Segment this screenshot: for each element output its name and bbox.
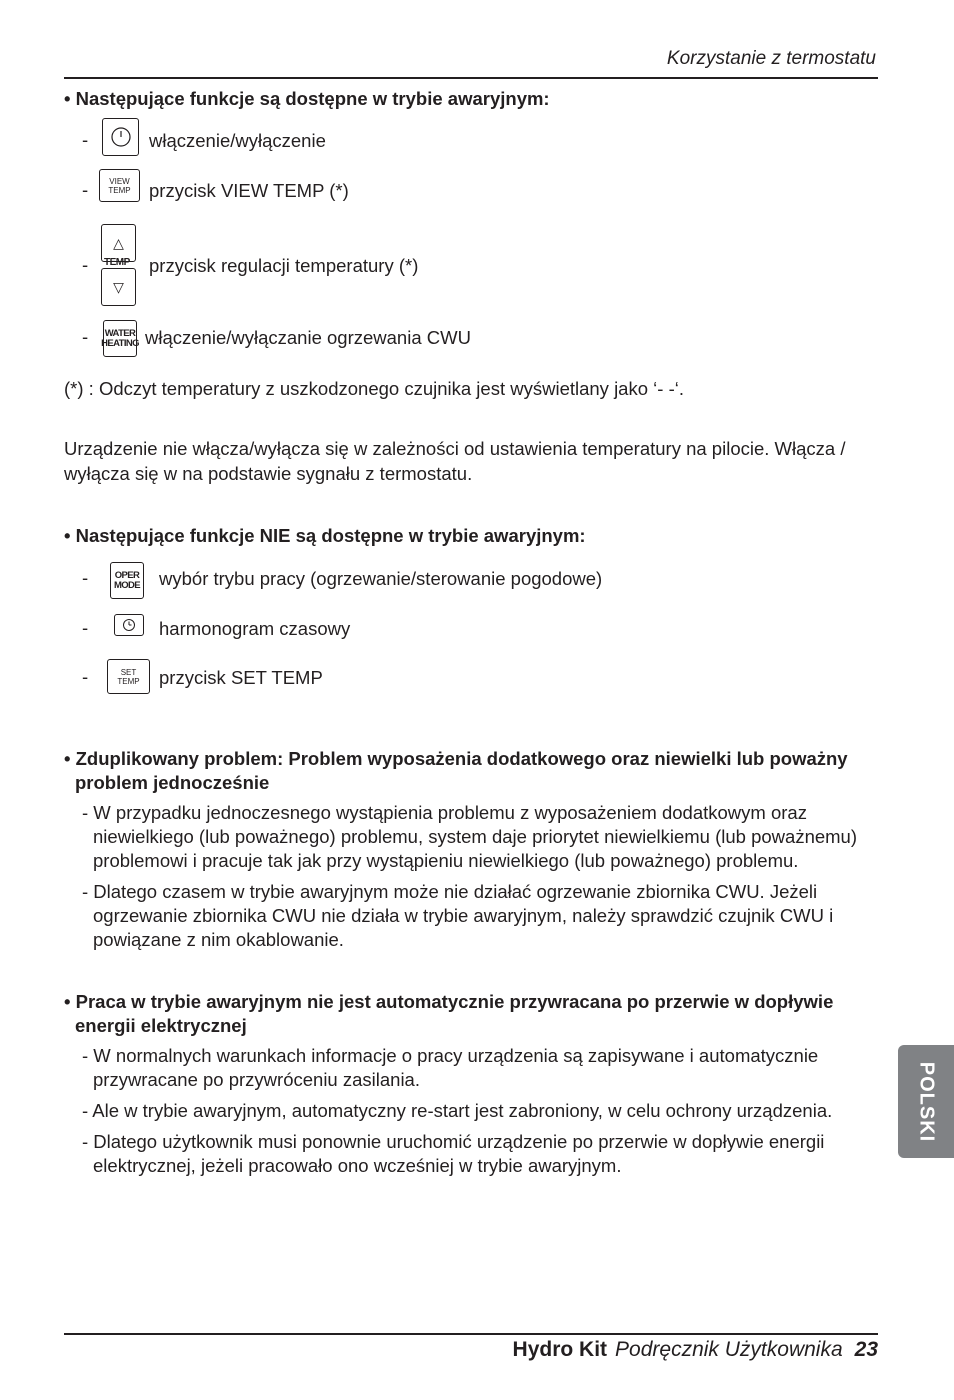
info-paragraph: Urządzenie nie włącza/wyłącza się w zależności od ustawienia temperatury na pilocie. Włącza / wyłącza się w na podstawie sygnału z termostatu. <box>64 438 846 484</box>
restart-heading: • Praca w trybie awaryjnym nie jest automatycznie przywracana po przerwie w dopływie <box>64 991 834 1012</box>
footer <box>513 1338 878 1362</box>
duplicated-heading: • Zduplikowany problem: Problem wyposażenia dodatkowego oraz niewielki lub poważny <box>64 748 848 769</box>
list-dash: - <box>82 567 89 588</box>
list-dash: - <box>82 666 89 687</box>
header-rule <box>64 77 878 79</box>
button-text: SET <box>120 667 137 677</box>
restart-heading-cont: energii elektrycznej <box>75 1015 247 1036</box>
duplicated-item-line: problemowi i pracuje tak jak przy wystąpieniu niewielkiego (lub poważnego) problemu. <box>93 850 799 871</box>
button-text: HEATING <box>101 337 139 349</box>
section-header: Korzystanie z termostatu <box>666 48 876 69</box>
list-item-label: wybór trybu pracy (ogrzewanie/sterowanie pogodowe) <box>159 568 603 589</box>
list-item-label: włączenie/wyłączanie ogrzewania CWU <box>145 327 471 348</box>
list-dash: - <box>82 326 89 347</box>
duplicated-item-line: niewielkiego (lub poważnego) problemu, system daje priorytet niewielkiemu (lub poważnemu) <box>93 826 858 847</box>
restart-item-line: - W normalnych warunkach informacje o pracy urządzenia są zapisywane i automatycznie <box>82 1045 819 1066</box>
set-temp-button-icon <box>107 659 150 694</box>
button-text: OPER <box>114 569 140 581</box>
view-temp-button-icon <box>99 169 140 202</box>
duplicated-item-line: ogrzewanie zbiornika CWU nie działa w trybie awaryjnym, należy sprawdzić czujnik CWU i <box>93 905 834 926</box>
button-text: TEMP <box>117 676 140 686</box>
duplicated-item-line: - Dlatego czasem w trybie awaryjnym może nie działać ogrzewanie zbiornika CWU. Jeżeli <box>82 881 818 902</box>
list-dash: - <box>82 254 89 275</box>
temp-button-label: TEMP <box>104 257 130 268</box>
list-dash: - <box>82 179 89 200</box>
available-heading: • Następujące funkcje są dostępne w trybie awaryjnym: <box>64 88 550 109</box>
footer-rule <box>64 1333 878 1335</box>
restart-item-line: przywracane po przywróceniu zasilania. <box>93 1069 420 1090</box>
restart-item-line: elektrycznej, jeżeli pracowało ono wcześniej w trybie awaryjnym. <box>93 1155 622 1176</box>
button-text: VIEW <box>109 176 130 186</box>
restart-item-line: - Ale w trybie awaryjnym, automatyczny re-start jest zabroniony, w celu ochrony urządzenia. <box>82 1100 833 1121</box>
duplicated-item-line: powiązane z nim okablowanie. <box>93 929 344 950</box>
button-text: TEMP <box>108 185 131 195</box>
footnote: (*) : Odczyt temperatury z uszkodzonego czujnika jest wyświetlany jako ‘- -‘. <box>64 378 684 399</box>
clock-button-icon <box>114 614 144 636</box>
list-dash: - <box>82 617 89 638</box>
language-tab <box>898 1045 954 1158</box>
list-item-label: przycisk regulacji temperatury (*) <box>149 255 419 276</box>
temp-down-button-icon <box>101 268 136 306</box>
power-icon <box>109 125 133 149</box>
language-tab-label: POLSKI <box>915 1061 938 1142</box>
triangle-down-icon: ▽ <box>113 278 124 295</box>
list-item-label: harmonogram czasowy <box>159 618 351 639</box>
list-item-label: włączenie/wyłączenie <box>149 130 326 151</box>
clock-icon <box>122 618 136 632</box>
list-item-label: przycisk SET TEMP <box>159 667 323 688</box>
list-dash: - <box>82 129 89 150</box>
triangle-up-icon: △ <box>113 234 124 251</box>
water-heating-button-icon <box>103 320 137 357</box>
button-text: WATER <box>104 327 136 339</box>
duplicated-heading-cont: problem jednocześnie <box>75 772 270 793</box>
button-text: MODE <box>113 579 141 591</box>
duplicated-item-line: - W przypadku jednoczesnego wystąpienia problemu z wyposażeniem dodatkowym oraz <box>82 802 807 823</box>
unavailable-heading: • Następujące funkcje NIE są dostępne w trybie awaryjnym: <box>64 525 586 546</box>
oper-mode-button-icon <box>110 562 144 599</box>
page-number: 23 <box>854 1338 878 1361</box>
footer-title: Podręcznik Użytkownika <box>615 1338 843 1361</box>
power-button-icon <box>102 118 139 156</box>
restart-item-line: - Dlatego użytkownik musi ponownie uruchomić urządzenie po przerwie w dopływie energii <box>82 1131 825 1152</box>
list-item-label: przycisk VIEW TEMP (*) <box>149 180 349 201</box>
footer-brand: Hydro Kit <box>512 1338 608 1361</box>
